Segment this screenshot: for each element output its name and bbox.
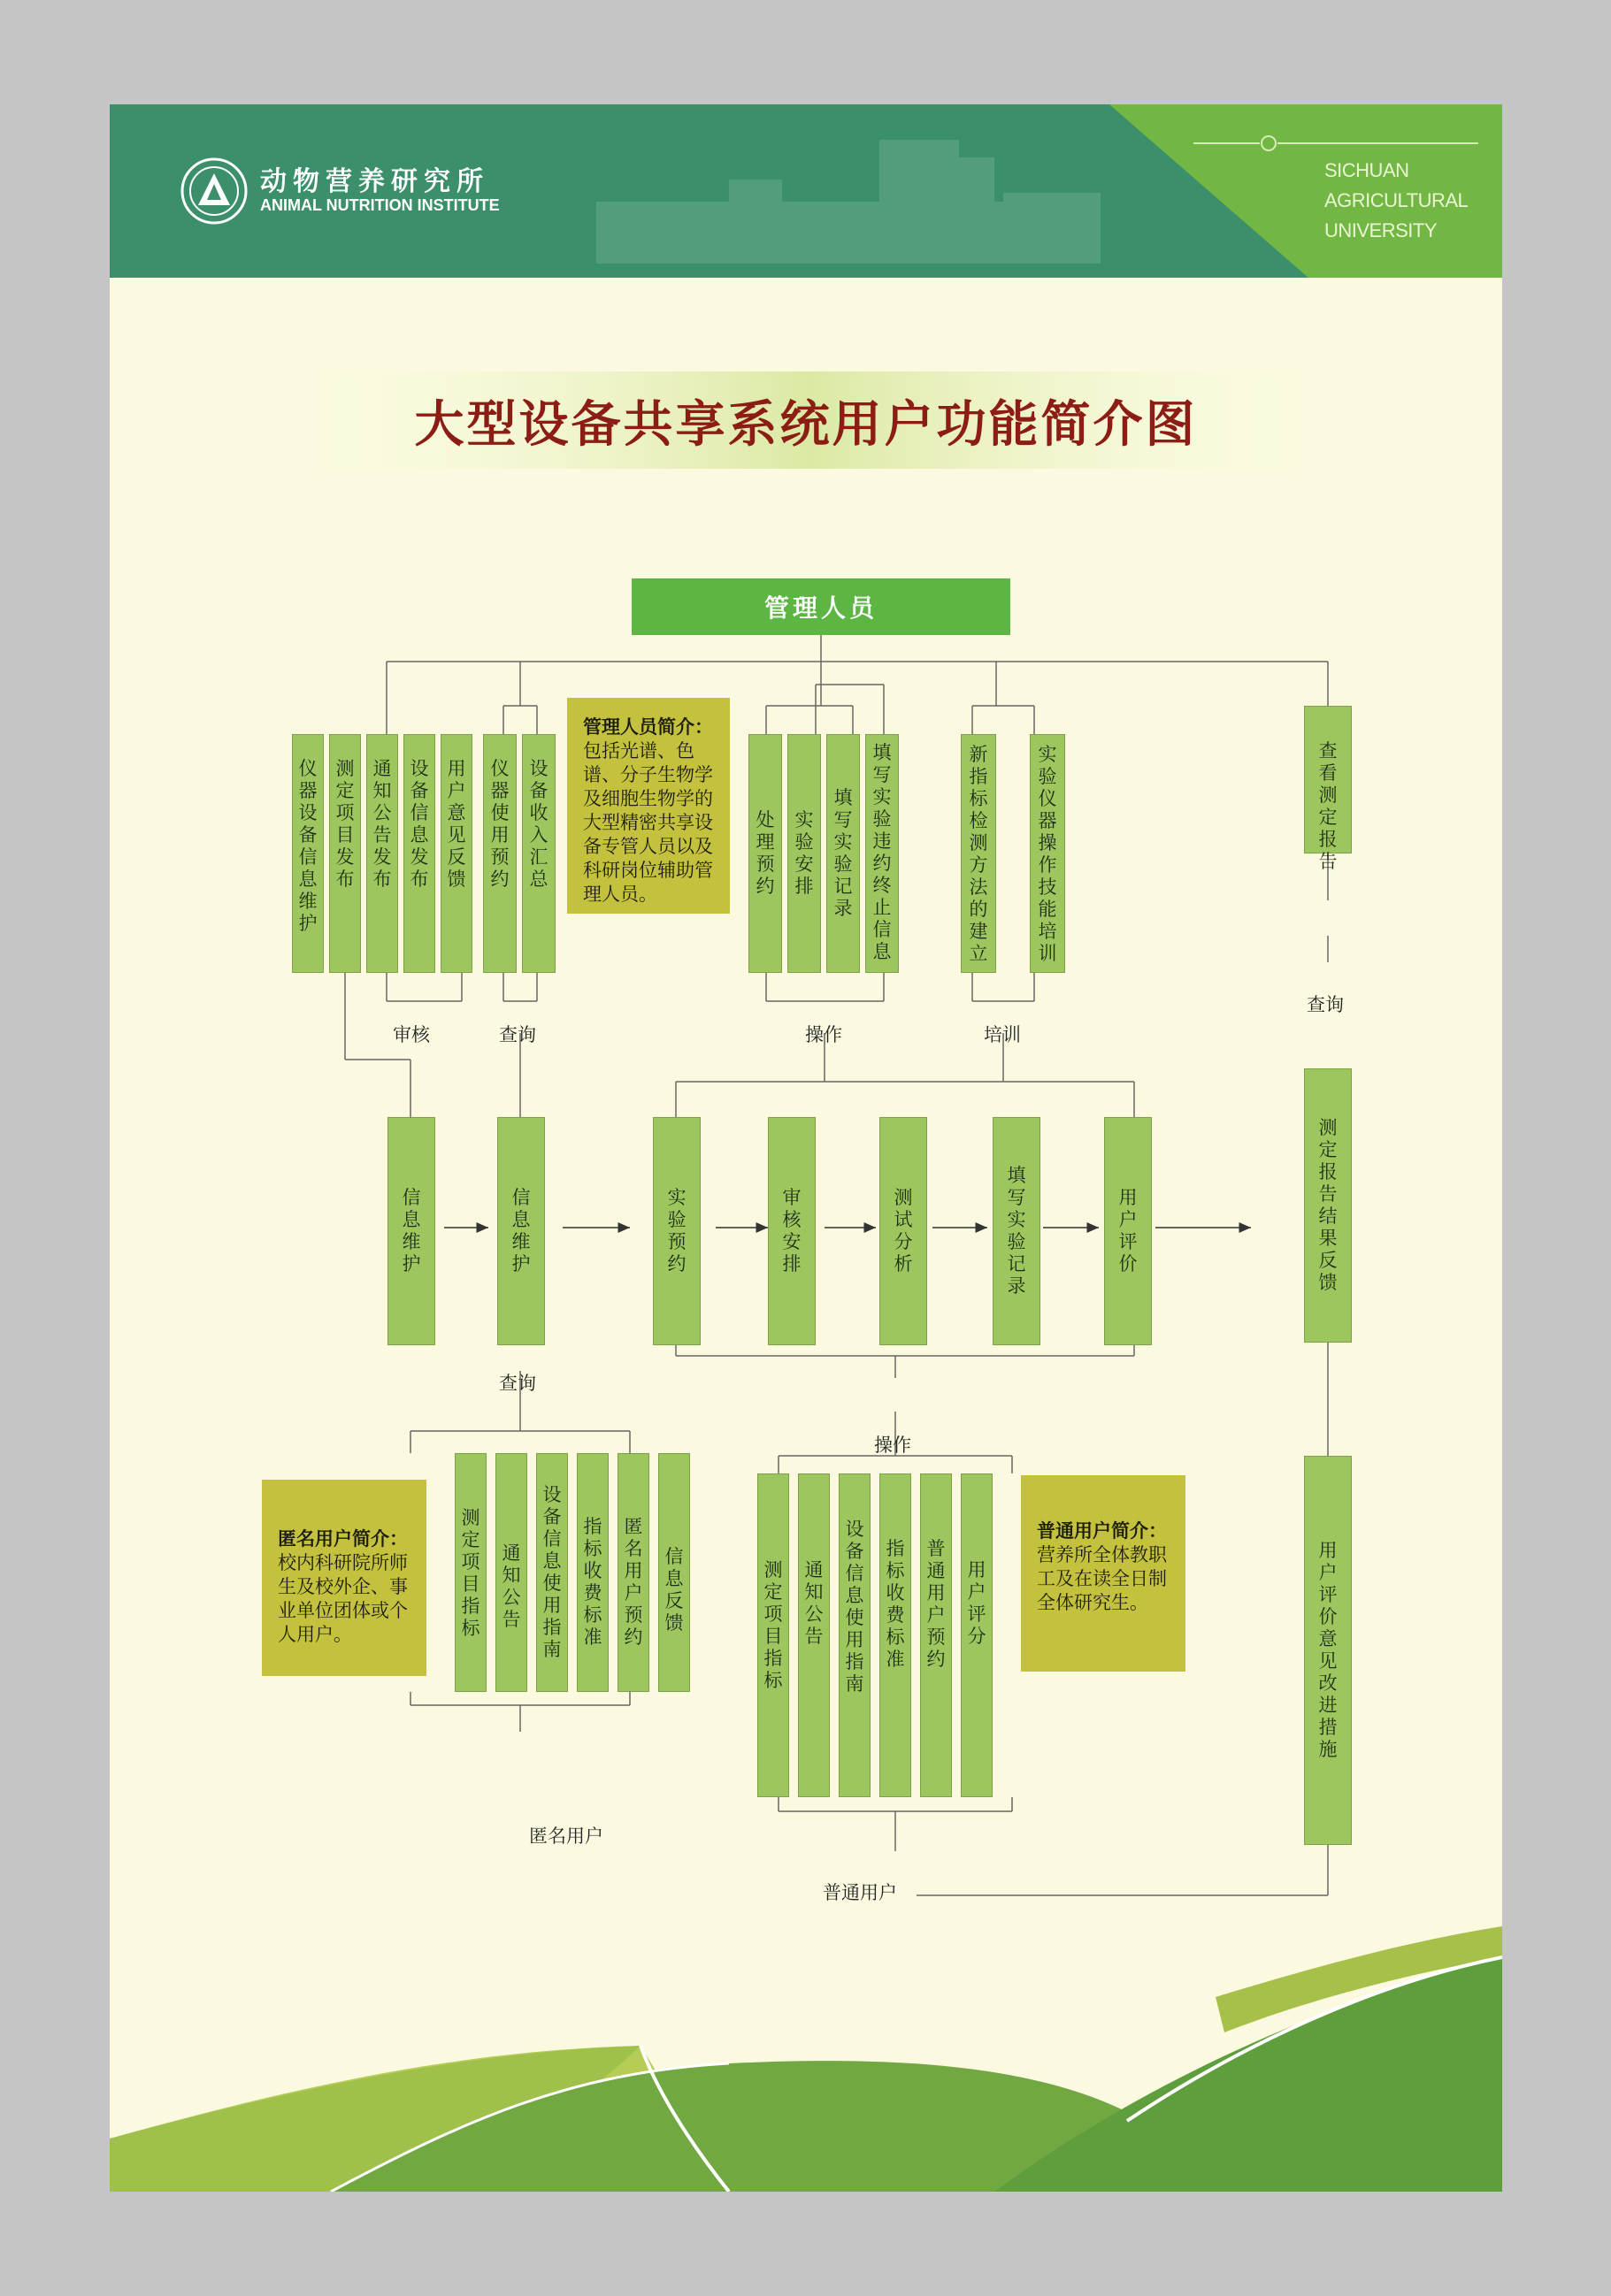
label-query-right: 查询 [1307, 994, 1344, 1015]
normal-func-notice [798, 1473, 830, 1797]
admin-func-publish-test [329, 734, 361, 973]
admin-func-label: 填 写 实 验 记 录 [833, 787, 853, 919]
flow-label: 实 验 预 约 [667, 1187, 687, 1274]
admin-note-title: 管理人员简介： [583, 716, 713, 738]
normal-func-device-guide [839, 1473, 871, 1797]
admin-func-publish-notice [366, 734, 398, 973]
flow-label: 信 息 维 护 [402, 1187, 421, 1274]
right-label: 测 定 报 告 结 果 反 馈 [1318, 1117, 1338, 1293]
flow-fill-record [993, 1117, 1040, 1345]
anon-note [262, 1480, 426, 1676]
anon-func-label: 测 定 项 目 指 标 [461, 1507, 480, 1639]
anon-func-test-items [455, 1453, 487, 1692]
right-improvement [1304, 1456, 1352, 1845]
anon-func-device-guide [536, 1453, 568, 1692]
label-train: 培训 [984, 1024, 1021, 1045]
anon-func-label: 设 备 信 息 使 用 指 南 [542, 1484, 562, 1660]
admin-func-new-method [961, 734, 996, 973]
anon-func-label: 通 知 公 告 [502, 1542, 521, 1630]
flow-info-maintain-1 [387, 1117, 435, 1345]
admin-func-label: 设 备 信 息 发 布 [410, 758, 429, 890]
admin-header: 管理人员 [632, 578, 1010, 635]
admin-func-view-report [1304, 706, 1352, 872]
admin-func-handle-booking [748, 734, 782, 973]
flow-review-arrange [768, 1117, 816, 1345]
label-operate: 操作 [805, 1024, 842, 1045]
admin-func-device-info [292, 734, 324, 973]
admin-func-label: 实 验 仪 器 操 作 技 能 培 训 [1038, 744, 1057, 964]
label-normal-user: 普通用户 [823, 1882, 897, 1903]
admin-func-arrange [787, 734, 821, 973]
admin-func-label: 测 定 项 目 发 布 [335, 758, 355, 890]
label-query-mid: 查询 [499, 1373, 536, 1394]
normal-func-label: 通 知 公 告 [804, 1559, 824, 1647]
admin-func-label: 通 知 公 告 发 布 [372, 758, 392, 890]
flow-label: 用 户 评 价 [1118, 1187, 1138, 1274]
admin-func-label: 填 写 实 验 违 约 终 止 信 息 [872, 742, 892, 962]
normal-func-booking [920, 1473, 952, 1797]
university-line-3: UNIVERSITY [1324, 219, 1438, 241]
admin-func-label: 实 验 安 排 [794, 809, 814, 897]
admin-func-label: 新 指 标 检 测 方 法 的 建 立 [969, 744, 988, 964]
anon-func-label: 指 标 收 费 标 准 [583, 1516, 602, 1648]
normal-func-label: 普 通 用 户 预 约 [926, 1538, 946, 1670]
right-report-feedback [1304, 1068, 1352, 1343]
poster [110, 104, 1502, 2192]
poster-title: 大型设备共享系统用户功能简介图 [414, 396, 1198, 454]
flow-booking [653, 1117, 701, 1345]
admin-func-breach [865, 734, 899, 973]
flow-label: 填 写 实 验 记 录 [1007, 1165, 1026, 1297]
right-label: 用 户 评 价 意 见 改 进 措 施 [1318, 1540, 1338, 1760]
normal-note-body: 营养所全体教职工及在读全日制全体研究生。 [1037, 1544, 1167, 1613]
anon-note-body: 校内科研院所师生及校外企、事业单位团体或个人用户。 [278, 1552, 408, 1645]
anon-func-label: 匿 名 用 户 预 约 [624, 1516, 643, 1648]
label-anon-user: 匿名用户 [529, 1825, 603, 1847]
admin-func-booking [483, 734, 517, 973]
flow-label: 测 试 分 析 [894, 1187, 913, 1274]
admin-func-publish-device [403, 734, 435, 973]
admin-func-label: 设 备 收 入 汇 总 [529, 758, 549, 890]
admin-func-label: 仪 器 使 用 预 约 [490, 758, 510, 890]
anon-func-notice [495, 1453, 527, 1692]
label-review: 审核 [393, 1024, 430, 1045]
admin-func-label: 用 户 意 见 反 馈 [447, 758, 466, 890]
normal-func-rating [961, 1473, 993, 1797]
normal-note-title: 普通用户简介： [1037, 1520, 1167, 1542]
admin-func-label: 仪 器 设 备 信 息 维 护 [298, 758, 318, 934]
normal-func-label: 用 户 评 分 [967, 1559, 986, 1647]
normal-func-label: 设 备 信 息 使 用 指 南 [845, 1519, 864, 1695]
admin-note-body: 包括光谱、色谱、分子生物学及细胞生物学的大型精密共享设备专管人员以及科研岗位辅助管理人员。 [583, 740, 713, 905]
flow-label: 信 息 维 护 [511, 1187, 531, 1274]
admin-func-feedback [441, 734, 472, 973]
flow-test-analysis [879, 1117, 927, 1345]
anon-func-label: 信 息 反 馈 [664, 1546, 684, 1634]
flow-user-rating [1104, 1117, 1152, 1345]
flow-info-maintain-2 [497, 1117, 545, 1345]
admin-func-record [826, 734, 860, 973]
anon-note-title: 匿名用户简介： [278, 1528, 408, 1550]
anon-func-booking [618, 1453, 649, 1692]
normal-func-fee [879, 1473, 911, 1797]
normal-func-label: 指 标 收 费 标 准 [886, 1538, 905, 1670]
admin-func-label: 处 理 预 约 [756, 809, 775, 897]
logo-chinese: 动物营养研究所 [260, 166, 489, 197]
normal-func-label: 测 定 项 目 指 标 [763, 1559, 783, 1691]
university-line-1: SICHUAN [1324, 159, 1409, 181]
anon-func-feedback [658, 1453, 690, 1692]
admin-func-income [522, 734, 556, 973]
normal-func-test-items [757, 1473, 789, 1797]
admin-func-training [1030, 734, 1065, 973]
university-line-2: AGRICULTURAL [1324, 189, 1469, 211]
label-operate-normal: 操作 [874, 1435, 911, 1456]
normal-note [1021, 1475, 1185, 1672]
flow-label: 审 核 安 排 [782, 1187, 802, 1274]
admin-note [567, 698, 730, 914]
label-query: 查询 [499, 1024, 536, 1045]
anon-func-fee [577, 1453, 609, 1692]
admin-func-label: 查 看 测 定 报 告 [1318, 740, 1338, 872]
logo-english: ANIMAL NUTRITION INSTITUTE [260, 196, 500, 214]
